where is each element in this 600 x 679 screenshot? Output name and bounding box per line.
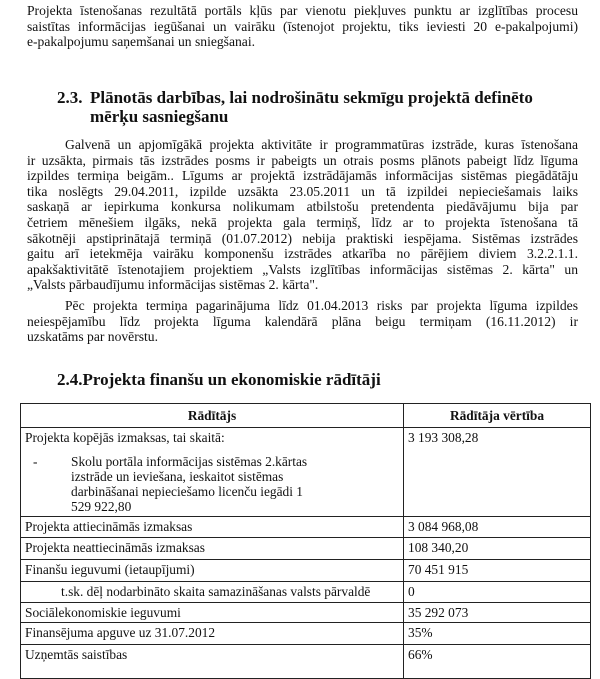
heading-line: mērķu sasniegšanu bbox=[90, 107, 229, 126]
heading-line: Plānotās darbības, lai nodrošinātu sekmīgu projektā definēto bbox=[90, 88, 533, 107]
section-heading-2-3 bbox=[57, 88, 533, 126]
indicator-cell: Uzņemtās saistības bbox=[21, 645, 404, 679]
table-row bbox=[21, 582, 591, 603]
table-row bbox=[21, 623, 591, 645]
table-row bbox=[21, 560, 591, 582]
value-cell: 35% bbox=[404, 623, 591, 645]
indicator-cell: Projekta neattiecināmās izmaksas bbox=[21, 538, 404, 560]
table-row bbox=[21, 428, 591, 517]
table-header-row bbox=[21, 404, 591, 428]
text-line: e-pakalpojumu saņemšanai un sniegšanai. bbox=[27, 34, 256, 50]
text-line: gaitu arī ietekmēja vairāku komponenšu izstrādes atkarība no pārējiem diviem 3.2.2.1.1. bbox=[27, 246, 578, 262]
text-line: Projekta īstenošanas rezultātā portāls kļūs par vienotu piekļuves punktu ar izglītības procesu bbox=[27, 3, 578, 18]
financial-indicators-table bbox=[20, 403, 591, 679]
text-line: uzskatāms par novērstu. bbox=[27, 329, 158, 345]
table-row bbox=[21, 603, 591, 623]
sub-item-label: Skolu portāla informācijas sistēmas 2.kārtas izstrāde un ieviešana, ieskaitot sistēmas darbināšanai nepieciešamo licenču iegādi 1 529 922,80 bbox=[71, 454, 308, 514]
text-line: „Valsts pārbaudījumu informācijas sistēmas 2. kārta". bbox=[27, 277, 319, 293]
activities-paragraph bbox=[27, 137, 578, 293]
text-line: Pēc projekta termiņa pagarinājuma līdz 01.04.2013 risks par projekta līguma izpildes bbox=[65, 298, 578, 313]
text-line: ir uzsākta, pirmais tās izstrādes posms ir pabeigts un otrais posms plānots pabeigt līdz līguma bbox=[27, 152, 578, 168]
column-header: Rādītāja vērtība bbox=[404, 404, 591, 428]
table-row bbox=[21, 538, 591, 560]
section-number: 2.3. bbox=[57, 88, 83, 107]
text-line: apakšaktivitātē īstenotajiem projektiem „Valsts izglītības informācijas sistēmas 2. kārta" un bbox=[27, 261, 578, 277]
indicator-cell: t.sk. dēļ nodarbināto skaita samazināšanas valsts pārvaldē bbox=[21, 582, 404, 603]
text-line: saistītas informācijas iegūšanai un vairāku (īstenojot projektu, tiks ieviesti 20 e-pakalpojumi) bbox=[27, 18, 578, 34]
text-line: četriem mēnešiem ilgāks, nekā projekta gala termiņš, līdz ar to projekta īstenošana tā bbox=[27, 214, 578, 230]
indicator-cell: Sociālekonomiskie ieguvumi bbox=[21, 603, 404, 623]
intro-paragraph bbox=[27, 3, 578, 50]
section-heading-2-4: 2.4.Projekta finanšu un ekonomiskie rādītāji bbox=[57, 370, 381, 389]
table-row bbox=[21, 517, 591, 538]
value-cell: 108 340,20 bbox=[404, 538, 591, 560]
value-cell: 35 292 073 bbox=[404, 603, 591, 623]
dash-bullet: - bbox=[33, 454, 38, 469]
indicator-cell: Finanšu ieguvumi (ietaupījumi) bbox=[21, 560, 404, 582]
text-line: Galvenā un apjomīgākā projekta aktivitāte ir programmatūras izstrāde, kuras īstenošana bbox=[65, 137, 578, 152]
text-line: tika noslēgts 29.04.2011, izpilde uzsākta 23.05.2011 un tā izpildei nepieciešamais laiks bbox=[27, 183, 578, 199]
value-cell: 0 bbox=[404, 582, 591, 603]
indicator-cell: Finansējuma apguve uz 31.07.2012 bbox=[21, 623, 404, 645]
value-cell: 70 451 915 bbox=[404, 560, 591, 582]
table-row bbox=[21, 645, 591, 679]
value-cell: 3 084 968,08 bbox=[404, 517, 591, 538]
risk-paragraph bbox=[27, 298, 578, 345]
text-line: izpildes termiņa beigām.. Līgums ar projektā izstrādājamās informācijas sistēmas piegādātāju bbox=[27, 168, 578, 184]
sub-item bbox=[25, 454, 399, 514]
indicator-cell: Projekta attiecināmās izmaksas bbox=[21, 517, 404, 538]
indicator-label: Projekta kopējās izmaksas, tai skaitā: bbox=[25, 430, 225, 445]
text-line: sākotnēji apstiprinātajā termiņā (01.07.2012) nebija praktiski iespējama. Sistēmas izstrādes bbox=[27, 230, 578, 246]
text-line: neiespējamību līdz projekta līguma kalendārā plāna beigu termiņam (16.11.2012) ir bbox=[27, 313, 578, 329]
indicator-cell bbox=[21, 428, 404, 517]
text-line: saskaņā ar iepirkuma konkursa nolikumam atbilstošu pretendenta piedāvājumu bija par bbox=[27, 199, 578, 215]
value-cell: 3 193 308,28 bbox=[404, 428, 591, 517]
value-cell: 66% bbox=[404, 645, 591, 679]
column-header: Rādītājs bbox=[21, 404, 404, 428]
